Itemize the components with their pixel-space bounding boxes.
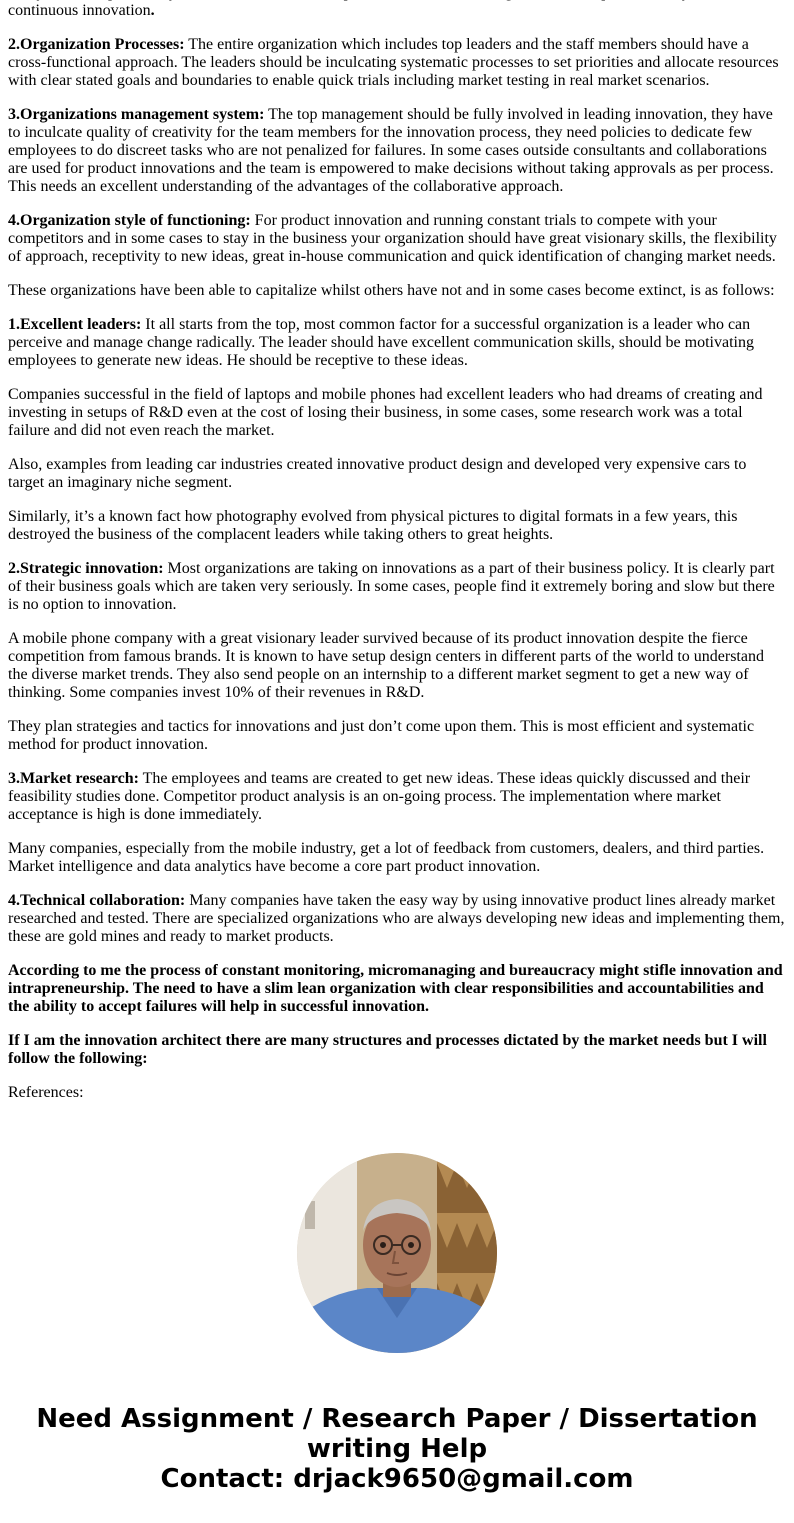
author-portrait-illustration <box>297 1153 497 1353</box>
section-market-research: 3.Market research: The employees and teams are created to get new ideas. These ideas quickly discussed and their feasibility studies done. Competitor product analysis is an on-going process. The implementation where market acceptance is high is done immediately. <box>8 770 751 823</box>
section-style-of-functioning: 4.Organization style of functioning: For product innovation and running constant trials to compete with your competitors and in some cases to stay in the business your organization should have great visionary skills, the flexibility of approach, receptivity to new ideas, great in-house communication and quick identification of changing market needs. <box>8 212 777 265</box>
article-body <box>8 0 786 1118</box>
author-photo <box>297 1153 497 1353</box>
article-paragraph: Companies successful in the field of laptops and mobile phones had excellent leaders who had dreams of creating and investing in setups of R&D even at the cost of losing their business, in some cases, some research work was a total failure and did not even reach the market. <box>8 386 763 439</box>
section-organization-processes: 2.Organization Processes: The entire organization which includes top leaders and the staff members should have a cross-functional approach. The leaders should be inculcating systematic processes to set priorities and allocate resources with clear stated goals and boundaries to enable quick trials including market testing in real market scenarios. <box>8 36 779 89</box>
references-label: References: <box>8 1084 84 1101</box>
section-heading: 2.Organization Processes: <box>8 36 185 53</box>
promo-contact: Contact: drjack9650@gmail.com <box>160 1464 634 1494</box>
section-management-system: 3.Organizations management system: The top management should be fully involved in leading innovation, they have to inculcate quality of creativity for the team members for the innovation process, they need policies to dedicate few employees to do discreet tasks who are not penalized for failures. In some cases outside consultants and collaborations are used for product innovations and the team is empowered to make decisions without taking approvals as per process. This needs an excellent understanding of the advantages of the collaborative approach. <box>8 106 774 195</box>
promo-headline: Need Assignment / Research Paper / Dissertation writing Help <box>36 1404 758 1464</box>
article-paragraph: Also, examples from leading car industries created innovative product design and developed very expensive cars to target an imaginary niche segment. <box>8 456 747 491</box>
conclusion-paragraph: According to me the process of constant monitoring, micromanaging and bureaucracy might stifle innovation and intrapreneurship. The need to have a slim lean organization with clear responsibilities and accountabilities and the ability to accept failures will help in successful innovation. <box>8 962 783 1015</box>
section-heading: 1.Excellent leaders: <box>8 316 142 333</box>
article-paragraph: Many companies, especially from the mobile industry, get a lot of feedback from customers, dealers, and third parties. Market intelligence and data analytics have become a core part product innovation. <box>8 840 765 875</box>
section-excellent-leaders: 1.Excellent leaders: It all starts from the top, most common factor for a successful organization is a leader who can perceive and manage change radically. The leader should have excellent communication skills, should be motivating employees to generate new ideas. He should be receptive to these ideas. <box>8 316 754 369</box>
promo-banner <box>0 1404 794 1494</box>
section-strategic-innovation: 2.Strategic innovation: Most organizations are taking on innovations as a part of their business policy. It is clearly part of their business goals which are taken very seriously. In some cases, people find it extremely boring and slow but there is no option to innovation. <box>8 560 775 613</box>
section-technical-collaboration: 4.Technical collaboration: Many companies have taken the easy way by using innovative product lines already market researched and tested. There are specialized organizations who are always developing new ideas and implementing them, these are gold mines and ready to market products. <box>8 892 785 945</box>
section-heading: 3.Market research: <box>8 770 139 787</box>
article-paragraph: Similarly, it’s a known fact how photography evolved from physical pictures to digital formats in a few years, this destroyed the business of the complacent leaders while taking others to great heights. <box>8 508 738 543</box>
section-heading: 4.Organization style of functioning: <box>8 212 251 229</box>
article-paragraph: A mobile phone company with a great visionary leader survived because of its product innovation despite the fierce competition from famous brands. It is known to have setup design centers in different parts of the world to understand the diverse market trends. They also send people on an internship to a different market segment to get a new way of thinking. Some companies invest 10% of their revenues in R&D. <box>8 630 764 701</box>
article-paragraph: continuous innovation. <box>8 2 155 19</box>
section-heading: 2.Strategic innovation: <box>8 560 164 577</box>
section-heading: 4.Technical collaboration: <box>8 892 186 909</box>
article-paragraph: These organizations have been able to capitalize whilst others have not and in some cases become extinct, is as follows: <box>8 282 775 299</box>
architect-paragraph: If I am the innovation architect there are many structures and processes dictated by the market needs but I will follow the following: <box>8 1032 767 1067</box>
article-paragraph: They plan strategies and tactics for innovations and just don’t come upon them. This is most efficient and systematic method for product innovation. <box>8 718 755 753</box>
section-heading: 3.Organizations management system: <box>8 106 265 123</box>
